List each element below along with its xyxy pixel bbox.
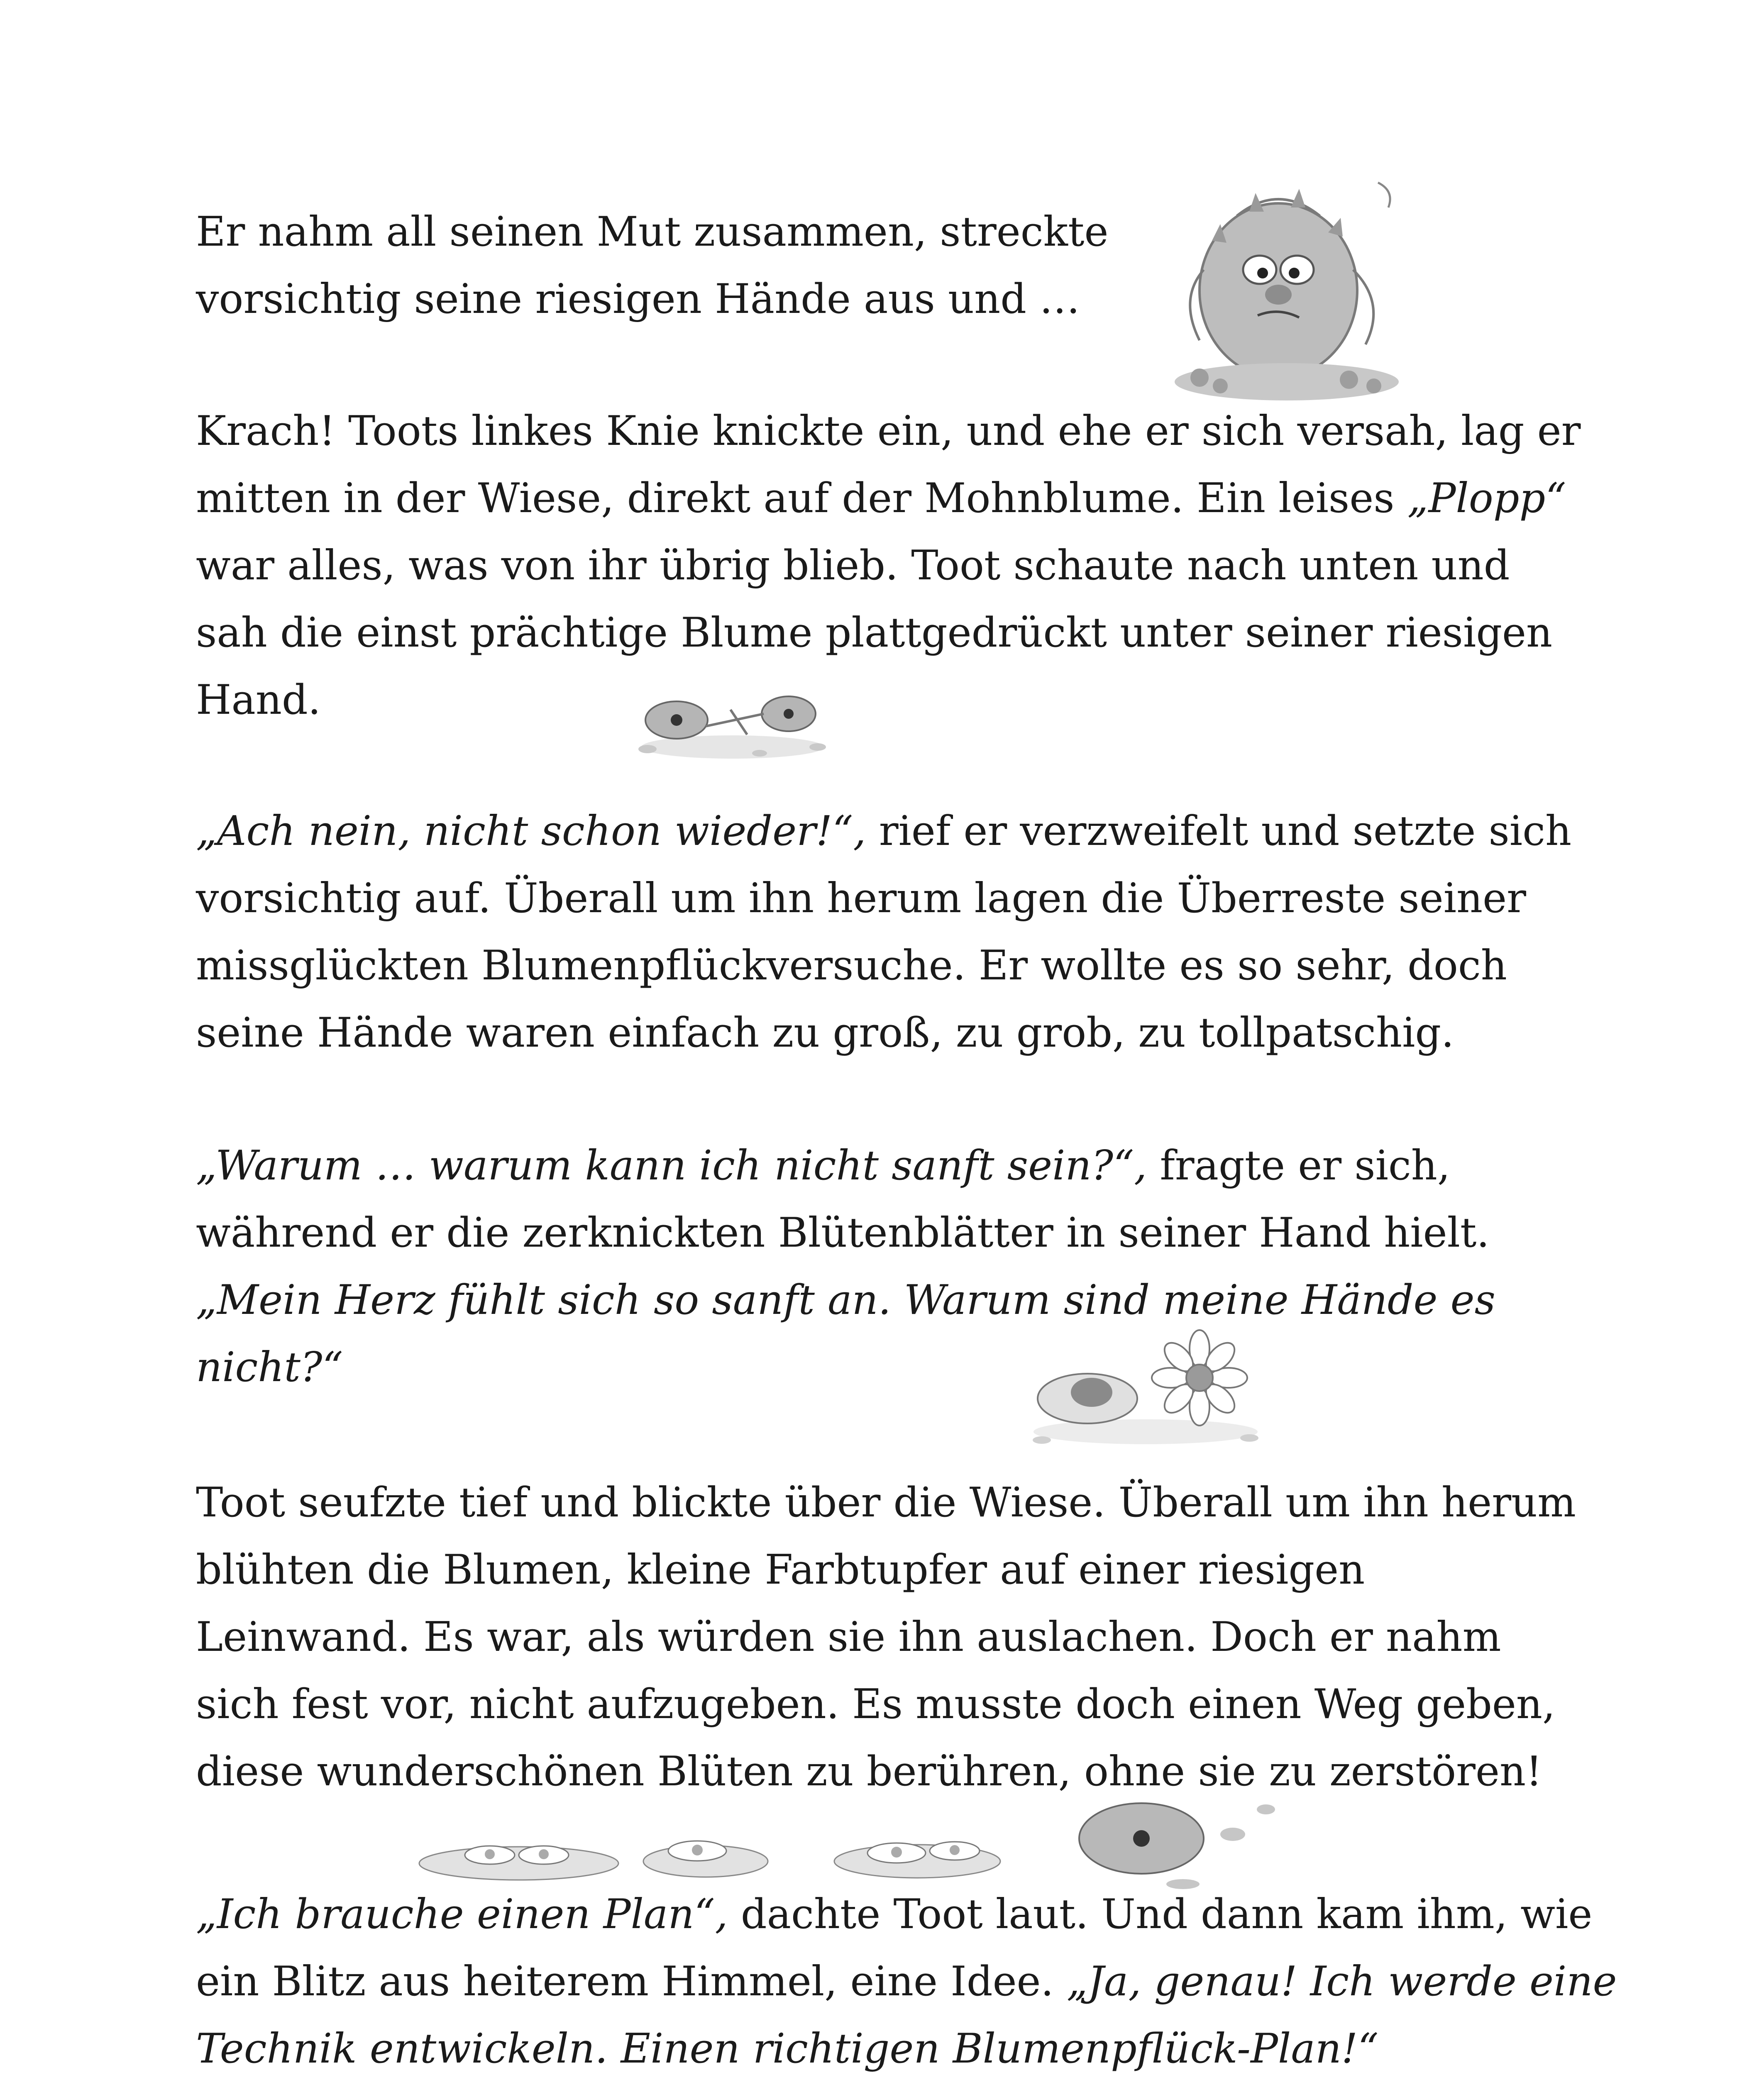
text-line [196, 1469, 1576, 1536]
italic-segment: „Plopp“ [1407, 475, 1566, 522]
text-line [196, 1132, 1495, 1199]
text-segment: Leinwand. Es war, als würden sie ihn auslachen. Doch er nahm [196, 1614, 1501, 1661]
text-segment: sich fest vor, nicht aufzugeben. Es musste doch einen Weg geben, [196, 1681, 1556, 1728]
text-segment: vorsichtig auf. Überall um ihn herum lagen die Überreste seiner [196, 875, 1527, 922]
text-segment: war alles, was von ihr übrig blieb. Toot schaute nach unten und [196, 542, 1510, 589]
text-segment: sah die einst prächtige Blume plattgedrückt unter seiner riesigen [196, 609, 1553, 657]
paragraph-1 [196, 198, 1108, 333]
italic-segment: „Ach nein, nicht schon wieder!“, [196, 808, 866, 855]
text-line [196, 2015, 1617, 2075]
italic-segment: „Warum … warum kann ich nicht sanft sein?“, [196, 1142, 1147, 1189]
text-line [196, 1199, 1495, 1267]
text-segment: fragte er sich, [1147, 1142, 1451, 1189]
text-line [196, 865, 1571, 932]
paragraph-4 [196, 1132, 1495, 1401]
text-line [196, 398, 1581, 465]
text-line [196, 1334, 1495, 1401]
text-segment: Er nahm all seinen Mut zusammen, streckte [196, 208, 1109, 256]
text-segment: ein Blitz aus heiterem Himmel, eine Idee. [196, 1958, 1067, 2005]
text-segment: blühten die Blumen, kleine Farbtupfer auf einer riesigen [196, 1546, 1365, 1594]
text-segment: seine Hände waren einfach zu groß, zu grob, zu tollpatschig. [196, 1009, 1454, 1057]
text-line [196, 1948, 1617, 2015]
paragraph-6 [196, 1881, 1617, 2075]
text-segment: mitten in der Wiese, direkt auf der Mohnblume. Ein leises [196, 475, 1407, 522]
text-line [196, 932, 1571, 999]
text-segment: missglückten Blumenpflückversuche. Er wollte es so sehr, doch [196, 942, 1507, 989]
text-line [196, 999, 1571, 1067]
text-segment: Hand. [196, 676, 321, 724]
italic-segment: „Ich brauche einen Plan“, [196, 1891, 728, 1938]
furry-monster-illustration [1154, 166, 1424, 407]
text-line [196, 1536, 1576, 1604]
flattened-flowers-row-illustration [407, 1784, 1299, 1892]
text-segment: während er die zerknickten Blütenblätter in seiner Hand hielt. [196, 1209, 1490, 1257]
text-line [196, 1267, 1495, 1334]
text-segment: diese wunderschönen Blüten zu berühren, ohne sie zu zerstören! [196, 1748, 1542, 1795]
paragraph-5 [196, 1469, 1576, 1805]
text-line [196, 1671, 1576, 1738]
text-line [196, 599, 1581, 666]
text-segment: rief er verzweifelt und setzte sich [866, 808, 1572, 855]
italic-segment: „Ja, genau! Ich werde eine [1066, 1958, 1617, 2005]
text-segment: Krach! Toots linkes Knie knickte ein, und ehe er sich versah, lag er [196, 408, 1581, 455]
italic-segment: nicht?“ [196, 1344, 343, 1391]
text-line [196, 1604, 1576, 1671]
text-line [196, 532, 1581, 599]
italic-segment: Technik entwickeln. Einen richtigen Blumenpflück-Plan!“ [196, 2025, 1379, 2073]
text-segment: vorsichtig seine riesigen Hände aus und … [196, 276, 1080, 323]
text-line [196, 198, 1108, 266]
text-line [196, 266, 1108, 333]
paragraph-2 [196, 398, 1581, 734]
paragraph-3 [196, 798, 1571, 1067]
daisies-illustration [1025, 1328, 1266, 1452]
text-segment: dachte Toot laut. Und dann kam ihm, wie [728, 1891, 1593, 1938]
text-segment: Toot seufzte tief und blickte über die Wiese. Überall um ihn herum [196, 1479, 1576, 1526]
text-line [196, 798, 1571, 865]
crushed-poppies-illustration [635, 681, 830, 764]
italic-segment: „Mein Herz fühlt sich so sanft an. Warum sind meine Hände es [196, 1277, 1495, 1324]
text-line [196, 465, 1581, 532]
text-line [196, 666, 1581, 734]
